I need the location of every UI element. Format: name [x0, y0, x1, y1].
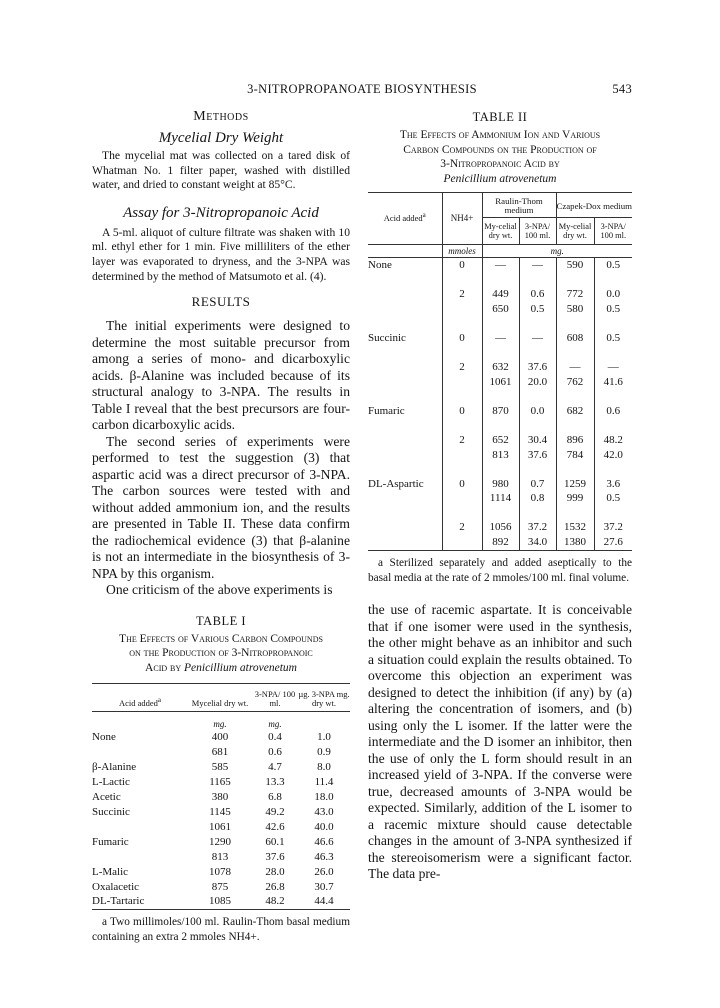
- table-2-title: TABLE II: [472, 110, 528, 124]
- table-row: 2 652 30.4 896 48.2: [368, 433, 632, 448]
- table-2: [368, 109, 632, 585]
- table-row: Fumaric 1290 60.1 46.6: [92, 835, 334, 848]
- table-row: 2 449 0.6 772 0.0: [368, 287, 632, 302]
- body-text-right: the use of racemic aspartate. It is conceivable that if one isomer were used in the synthesis, the other might behave as an inhibitor and such a situation could explain the results obtained. To overcome this objection an experiment was designed to detect the inhibition (if any) by (a) altering the concentration of isomers, and (b) using only the L isomer. If the latter were the intermediate and the D isomer an inhibitor, then the use of only the L form should result in an increased yield of 3-NPA. If the converse were true, decreased amounts of 3-NPA would be expected. Similarly, addition of the L isomer to a racemic mixture should cause detectable changes in the amount of 3-NPA synthesized if the stereoisomerism were a significant factor. The data pre-: [368, 602, 632, 882]
- units-mmoles: mmoles: [442, 245, 482, 258]
- table-2-header-npa-cd: 3-NPA/ 100 ml.: [594, 218, 632, 245]
- table-2-caption-line-2: Carbon Compounds on the Production of: [403, 143, 597, 156]
- table-row: 650 0.5 580 0.5: [368, 302, 632, 317]
- table-row: [368, 317, 632, 331]
- table-row: Acetic 380 6.8 18.0: [92, 791, 334, 804]
- table-2-units-row: [368, 245, 632, 258]
- table-row: [368, 390, 632, 404]
- journal-page: [92, 82, 632, 943]
- table-row: [368, 506, 632, 520]
- table-2-header-dry-wt-cd: My-celial dry wt.: [556, 218, 594, 245]
- table-row: 1061 42.6 40.0: [209, 820, 334, 833]
- assay-heading: Assay for 3-Nitropropanoic Acid: [123, 204, 319, 221]
- table-row: 813 37.6 784 42.0: [368, 448, 632, 463]
- table-1-grid: [92, 683, 350, 910]
- table-row: 681 0.6 0.9: [211, 746, 331, 759]
- table-2-header-nh4: NH4+: [442, 193, 482, 245]
- methods-heading: Methods: [193, 109, 249, 124]
- table-row: Succinic 1145 49.2 43.0: [92, 805, 334, 818]
- units-mg: mg.: [213, 719, 227, 730]
- assay-text: A 5-ml. aliquot of culture filtrate was shaken with 10 ml. ethyl ether for 1 min. Five milliliters of the ether layer was evaporated to dryness, and the 3-NPA was determined by the method of Matsumoto et al. (4).: [92, 225, 350, 283]
- table-1-caption-line-2: on the Production of 3-Nitropropanoic: [129, 647, 313, 660]
- table-1-header-dry-wt: Mycelial dry wt.: [191, 698, 249, 709]
- table-row: [368, 273, 632, 287]
- table-row: 1114 0.8 999 0.5: [368, 491, 632, 506]
- mycelial-dry-weight-text: The mycelial mat was collected on a tared disk of Whatman No. 1 filter paper, washed with distilled water, and dried to constant weight at 85°C.: [92, 149, 350, 192]
- table-2-body: [368, 245, 632, 551]
- table-1-header-npa: 3-NPA/ 100 ml.: [254, 689, 296, 709]
- table-1-caption-line-3: [92, 661, 350, 676]
- table-row: [368, 419, 632, 433]
- table-row: β-Alanine 585 4.7 8.0: [92, 761, 331, 774]
- table-row: Oxalacetic 875 26.8 30.7: [92, 880, 334, 893]
- results-heading: RESULTS: [191, 294, 251, 310]
- left-column: [92, 109, 350, 945]
- results-paragraph-2: The second series of experiments were performed to test the suggestion (3) that aspartic acid was a direct precursor of 3-NPA. The carbon sources were tested with and without added ammonium ion, and the results are presented in Table II. These data confirm the radiochemical evidence (3) that β-alanine is not an intermediate in the biosynthesis of 3-NPA by this organism.: [92, 433, 350, 581]
- table-row: None 0 — — 590 0.5: [368, 258, 632, 273]
- table-row: L-Lactic 1165 13.3 11.4: [92, 776, 334, 789]
- table-1-caption-species: Penicillium atrovenetum: [184, 661, 297, 674]
- table-row: Succinic 0 — — 608 0.5: [368, 331, 632, 346]
- table-2-caption-line-1: The Effects of Ammonium Ion and Various: [399, 129, 601, 141]
- running-title: 3-NITROPROPANOATE BIOSYNTHESIS: [247, 82, 477, 96]
- table-row: 2 632 37.6 — —: [368, 360, 632, 375]
- running-header: [92, 82, 632, 102]
- table-row: Fumaric 0 870 0.0 682 0.6: [368, 404, 632, 419]
- table-row: [368, 463, 632, 477]
- table-1-body: [92, 712, 350, 910]
- right-column: [368, 109, 632, 883]
- table-2-grid: [368, 192, 632, 551]
- table-1-caption-line-1: The Effects of Various Carbon Compounds: [119, 632, 323, 645]
- table-row: [368, 346, 632, 360]
- table-row: 813 37.6 46.3: [211, 850, 334, 863]
- page-number: 543: [612, 82, 632, 96]
- results-paragraph-1: The initial experiments were designed to determine the most suitable precursor from among a series of mono- and dicarboxylic acids. β-Alanine was included because of its structural analogy to 3-NPA. The results in Table I reveal that the best precursors are four-carbon dicarboxylic acids.: [92, 318, 350, 433]
- table-2-group-raulin-thom: Raulin-Thom medium: [482, 193, 556, 218]
- results-paragraph-3: One criticism of the above experiments is: [106, 582, 333, 598]
- units-mg: mg.: [482, 245, 632, 258]
- table-2-header-dry-wt-rt: My-celial dry wt.: [482, 218, 519, 245]
- table-row: 2 1056 37.2 1532 37.2: [368, 520, 632, 535]
- table-1-title: TABLE I: [195, 613, 247, 628]
- table-1-header-ratio: µg. 3-NPA mg. dry wt.: [298, 689, 350, 709]
- table-1-header-acid: Acid added$^a$: [118, 696, 162, 709]
- table-row: DL-Aspartic 0 980 0.7 1259 3.6: [368, 477, 632, 492]
- table-1-footnote: a Two millimoles/100 ml. Raulin-Thom basal medium containing an extra 2 mmoles NH4+.: [92, 916, 350, 943]
- table-2-caption-line-3: 3-Nitropropanoic Acid by: [440, 158, 560, 171]
- table-row: 892 34.0 1380 27.6: [368, 535, 632, 550]
- table-row: None 400 0.4 1.0: [92, 731, 331, 744]
- table-2-header-npa-rt: 3-NPA/ 100 ml.: [519, 218, 556, 245]
- table-row: 1061 20.0 762 41.6: [368, 375, 632, 390]
- table-row: L-Malic 1078 28.0 26.0: [92, 865, 334, 878]
- table-1-units-row: [92, 712, 350, 731]
- table-2-caption-line-4: Penicillium atrovenetum: [443, 172, 557, 185]
- table-1: [92, 613, 350, 945]
- mycelial-dry-weight-heading: Mycelial Dry Weight: [158, 130, 284, 146]
- table-2-header-acid: Acid added$^a$: [383, 211, 426, 224]
- table-2-footnote: a Sterilized separately and added aseptically to the basal media at the rate of 2 mmoles/100 ml. final volume.: [368, 557, 632, 584]
- units-mg: mg.: [268, 719, 282, 730]
- table-1-caption-prefix: Acid by: [145, 661, 184, 674]
- table-row: DL-Tartaric 1085 48.2 44.4: [92, 894, 350, 909]
- table-2-group-czapek-dox: Czapek-Dox medium: [556, 193, 632, 218]
